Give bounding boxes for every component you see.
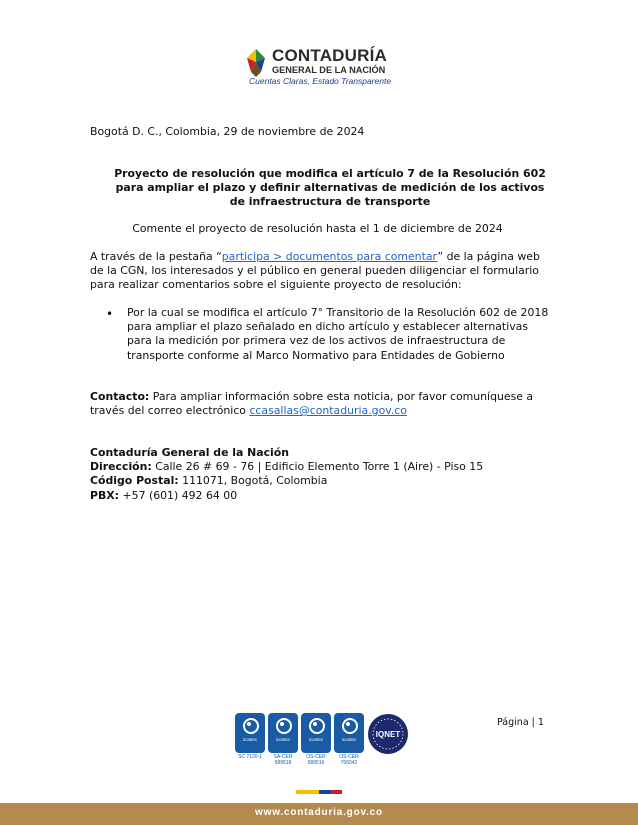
badge-brand: icontec	[242, 737, 258, 742]
page-number: Página | 1	[497, 717, 544, 728]
cgn-logo-icon	[245, 48, 267, 78]
comment-deadline: Comente el proyecto de resolución hasta el 1 de diciembre de 2024	[132, 222, 503, 235]
contact-text: Para ampliar información sobre esta noticia, por favor comuníquese a través del correo electrónico	[90, 390, 534, 418]
intro-before: A través de la pestaña “	[90, 250, 222, 263]
intro-paragraph	[90, 250, 550, 293]
badge-brand: icontec	[308, 737, 324, 742]
postal-label: Código Postal:	[90, 474, 179, 488]
logo-slogan: Cuentas Claras, Estado Transparente	[249, 76, 392, 86]
address-label: Dirección:	[90, 460, 152, 474]
contact-label: Contacto:	[90, 390, 150, 403]
footer-website-link[interactable]: www.contaduria.gov.co	[255, 807, 383, 818]
iqnet-label: IQNET	[375, 730, 401, 739]
pbx-value: +57 (601) 492 64 00	[119, 488, 238, 502]
footer-bar	[0, 803, 638, 825]
icontec-badge-1	[235, 713, 265, 773]
organization-block	[90, 446, 560, 503]
contact-paragraph	[90, 390, 550, 418]
bullet-icon: •	[106, 307, 114, 321]
badge-brand: icontec	[341, 737, 357, 742]
icontec-badge-2	[268, 713, 298, 773]
badge-cert: SC 7120-1	[238, 754, 262, 760]
pbx-label: PBX:	[90, 488, 120, 502]
bullet-item: Por la cual se modifica el artículo 7° Transitorio de la Resolución 602 de 2018 para ampliar el plazo señalado en dicho artículo y establecer alternativas para la medición por primera vez de los activos de infraestructura de transporte conforme al Marco Normativo para Entidades de Gobierno	[127, 306, 549, 362]
icontec-badge-4	[334, 713, 364, 773]
icontec-badge-3	[301, 713, 331, 773]
document-title: Proyecto de resolución que modifica el artículo 7 de la Resolución 602 para ampliar el plazo y definir alternativas de medición de los activos de infraestructura de transporte	[114, 167, 546, 209]
badge-cert: SA-CER 589518	[273, 754, 293, 766]
date-line: Bogotá D. C., Colombia, 29 de noviembre de 2024	[90, 125, 365, 138]
logo-name-line1: CONTADURÍA	[272, 46, 388, 65]
address-value: Calle 26 # 69 - 76 | Edificio Elemento Torre 1 (Aire) - Piso 15	[151, 460, 484, 474]
badge-cert: OS-CER 589516	[306, 754, 326, 766]
cgn-logo	[245, 46, 395, 88]
flag-stripe	[296, 790, 342, 794]
logo-name-line2: GENERAL DE LA NACIÓN	[272, 65, 386, 75]
organization-name: Contaduría General de la Nación	[90, 446, 290, 459]
contact-email-link[interactable]: ccasallas@contaduria.gov.co	[249, 404, 407, 418]
badge-brand: icontec	[275, 737, 291, 742]
postal-value: 111071, Bogotá, Colombia	[178, 474, 328, 488]
intro-after: ” de la página web de la CGN, los interesados y el público en general pueden diligenciar el formulario para realizar comentarios sobre el siguiente proyecto de resolución:	[90, 250, 540, 292]
participa-link[interactable]: participa > documentos para comentar	[221, 250, 438, 263]
badge-cert: OS-CER 766042	[339, 754, 359, 766]
iqnet-logo-icon	[367, 713, 409, 755]
